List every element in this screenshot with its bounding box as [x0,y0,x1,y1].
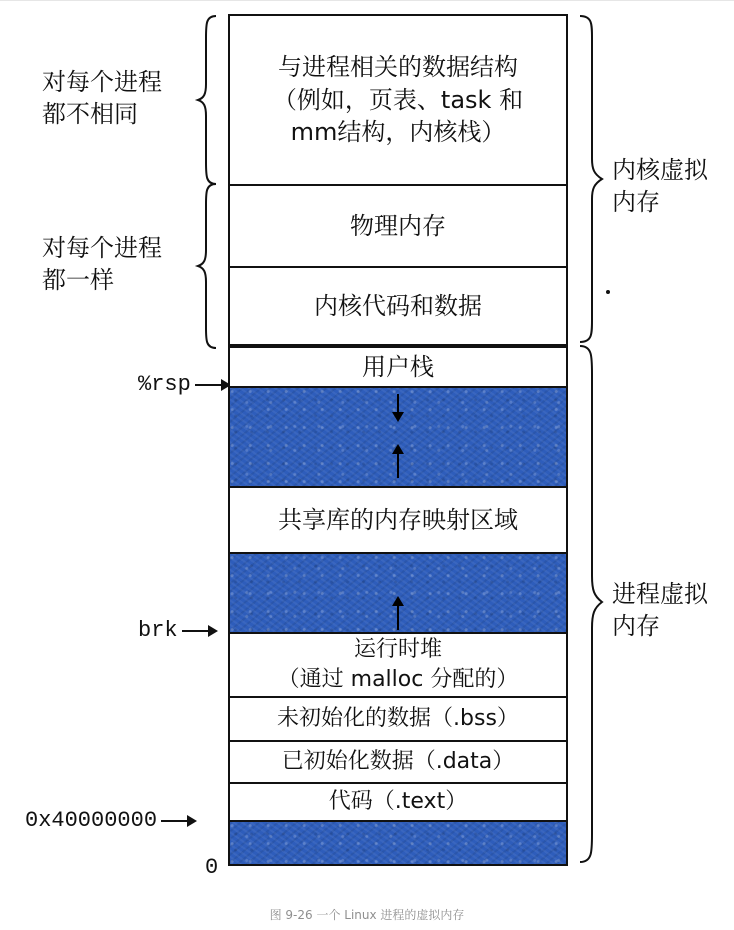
mmap-grow-up-arrow-top [392,444,404,478]
segment-stack-gap [230,388,566,488]
right-group-label-process-virtual-memory: 进程虚拟 内存 [612,580,708,641]
address-zero-label: 0 [205,855,219,880]
pointer-brk-arrow [182,625,218,637]
segment-data [230,742,566,784]
segment-heap-gap [230,554,566,634]
pointer-rsp-label: %rsp [138,372,191,397]
pointer-0x40000000 [25,808,197,833]
segment-user-stack [230,348,566,388]
segment-shared-libraries [230,488,566,554]
segment-kernel-code-data [230,268,566,348]
stray-dot [606,290,610,294]
segment-shared-libraries-label: 共享库的内存映射区域 [278,505,518,534]
right-brace-process [574,344,604,864]
figure-caption: 图 9-26 一个 Linux 进程的虚拟内存 [269,908,465,922]
segment-physical-memory-label: 物理内存 [350,211,446,240]
right-group-label-kernel-virtual-memory: 内核虚拟 内存 [612,156,708,217]
segment-physical-memory [230,186,566,268]
top-divider [0,0,734,1]
segment-kernel-code-data-label: 内核代码和数据 [314,291,482,320]
segment-runtime-heap-label: 运行时堆 （通过 malloc 分配的） [277,637,519,692]
pointer-rsp [138,372,231,397]
pointer-brk [138,618,218,643]
pointer-brk-label: brk [138,618,178,643]
segment-low-gap [230,822,566,864]
right-brace-kernel [574,14,604,344]
segment-process-structures [230,16,566,186]
heap-grow-up-arrow [392,596,404,630]
left-brace-same [196,182,226,350]
segment-bss [230,698,566,742]
left-group-label-per-process-different: 对每个进程 都不相同 [42,68,162,129]
segment-runtime-heap [230,634,566,698]
segment-process-structures-label: 与进程相关的数据结构 （例如，页表、task 和 mm结构，内核栈） [272,53,524,147]
pointer-0x40000000-label: 0x40000000 [25,808,158,833]
left-brace-different [196,14,226,186]
segment-text [230,784,566,822]
segment-text-label: 代码（.text） [328,789,468,815]
pointer-0x40000000-arrow [161,815,197,827]
left-group-label-per-process-same: 对每个进程 都一样 [42,234,162,295]
memory-stack [228,14,568,866]
segment-user-stack-label: 用户栈 [362,352,434,381]
pointer-rsp-arrow [195,379,231,391]
segment-data-label: 已初始化数据（.data） [281,749,515,775]
stack-grow-down-arrow [392,394,404,422]
segment-bss-label: 未初始化的数据（.bss） [277,706,519,732]
